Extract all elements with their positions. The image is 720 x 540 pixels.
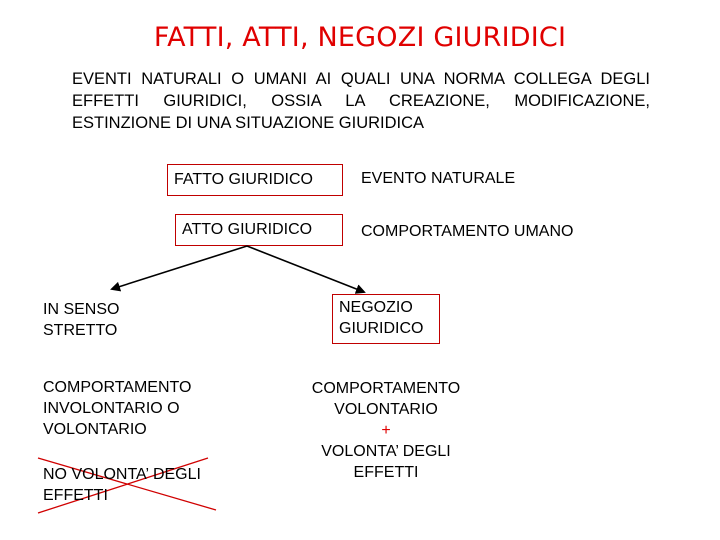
senso-stretto-detail-line-2: INVOLONTARIO O [43, 400, 180, 417]
negozio-detail [286, 378, 486, 483]
negozio-line-1: NEGOZIO [339, 299, 413, 316]
fatto-giuridico-label: FATTO GIURIDICO [174, 171, 313, 188]
senso-stretto-line-1: IN SENSO [43, 301, 120, 318]
senso-stretto-heading [43, 299, 119, 341]
crossed-out-line-2: EFFETTI [43, 487, 108, 504]
comportamento-umano-label: COMPORTAMENTO UMANO [361, 223, 574, 240]
crossed-out-line-1: NO VOLONTA’ DEGLI [43, 466, 201, 483]
negozio-detail-line-4: EFFETTI [353, 464, 419, 481]
negozio-detail-line-3: VOLONTA’ DEGLI [321, 443, 451, 460]
definition-text: EVENTI NATURALI O UMANI AI QUALI UNA NORMA COLLEGA DEGLI EFFETTI GIURIDICI, OSSIA LA CREAZIONE, MODIFICAZIONE, ESTINZIONE DI UNA SITUAZIONE GIURIDICA [72, 70, 650, 132]
crossed-out-text [43, 464, 201, 506]
senso-stretto-detail-line-3: VOLONTARIO [43, 421, 147, 438]
senso-stretto-line-2: STRETTO [43, 322, 118, 339]
negozio-line-2: GIURIDICO [339, 320, 424, 337]
arrow-to-senso-stretto [112, 246, 247, 289]
senso-stretto-detail [43, 377, 191, 440]
evento-naturale-label: EVENTO NATURALE [361, 170, 516, 187]
negozio-detail-line-1: COMPORTAMENTO [311, 380, 461, 397]
plus-sign: + [381, 422, 391, 439]
negozio-detail-line-2: VOLONTARIO [334, 401, 438, 418]
negozio-giuridico-box [332, 294, 440, 344]
arrow-to-negozio-giuridico [247, 246, 364, 292]
senso-stretto-detail-line-1: COMPORTAMENTO [43, 379, 192, 396]
atto-giuridico-label: ATTO GIURIDICO [182, 221, 313, 238]
page-title: FATTI, ATTI, NEGOZI GIURIDICI [153, 22, 567, 53]
